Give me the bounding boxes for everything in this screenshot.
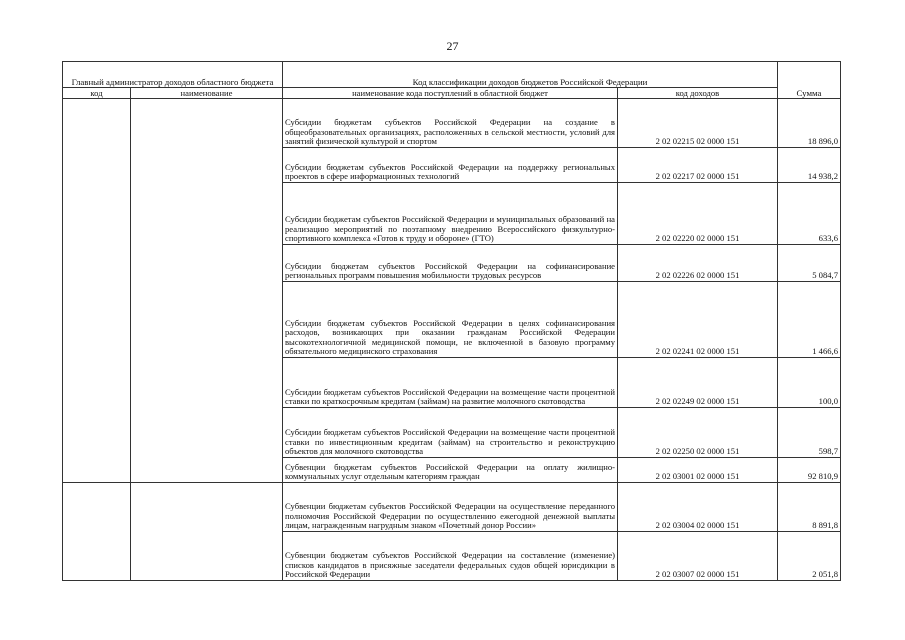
row-code: 2 02 02250 02 0000 151 [618, 408, 778, 458]
row-sum: 633,6 [778, 183, 841, 245]
row-code: 2 02 02241 02 0000 151 [618, 282, 778, 358]
row-sum: 18 896,0 [778, 99, 841, 148]
row-name: Субсидии бюджетам субъектов Российской Федерации в целях софинансирования расходов, возникающих при оказании гражданам Российской Федерации высокотехнологичной медицинской помощи, не включенной в базовую программу обязательного медицинского страхования [283, 282, 618, 358]
row-name: Субсидии бюджетам субъектов Российской Федерации на возмещение части процентной ставки по инвестиционным кредитам (займам) на строительство и реконструкцию объектов для молочного скотоводства [283, 408, 618, 458]
row-sum: 1 466,6 [778, 282, 841, 358]
header-code: код [63, 88, 131, 99]
header-receipt-name: наименование кода поступлений в областной бюджет [283, 88, 618, 99]
row-code: 2 02 02220 02 0000 151 [618, 183, 778, 245]
row-sum: 92 810,9 [778, 458, 841, 483]
header-admin: Главный администратор доходов областного бюджета [63, 62, 283, 88]
header-receipt-code: код доходов [618, 88, 778, 99]
row-sum: 100,0 [778, 358, 841, 408]
row-code: 2 02 02226 02 0000 151 [618, 245, 778, 282]
row-sum: 8 891,8 [778, 483, 841, 532]
row-code: 2 02 03001 02 0000 151 [618, 458, 778, 483]
row-sum: 5 084,7 [778, 245, 841, 282]
admin-name-cell [131, 483, 283, 581]
row-sum: 14 938,2 [778, 148, 841, 183]
row-name: Субсидии бюджетам субъектов Российской Федерации на возмещение части процентной ставки по краткосрочным кредитам (займам) на развитие молочного скотоводства [283, 358, 618, 408]
row-name: Субвенции бюджетам субъектов Российской Федерации на осуществление переданного полномочия Российской Федерации по осуществлению ежегодной денежной выплаты лицам, награжденным нагрудным знаком «Почетный донор России» [283, 483, 618, 532]
row-sum: 2 051,8 [778, 532, 841, 581]
row-name: Субсидии бюджетам субъектов Российской Федерации и муниципальных образований на реализацию мероприятий по поэтапному внедрению Всероссийского физкультурно-спортивного комплекса «Готов к труду и обороне» (ГТО) [283, 183, 618, 245]
admin-name-cell [131, 99, 283, 483]
table-row [63, 483, 841, 532]
admin-code-cell [63, 483, 131, 581]
page-number: 27 [446, 39, 459, 53]
table-row [63, 99, 841, 148]
row-name: Субсидии бюджетам субъектов Российской Федерации на создание в общеобразовательных организациях, расположенных в сельской местности, условий для занятий физической культурой и спортом [283, 99, 618, 148]
row-name: Субсидии бюджетам субъектов Российской Федерации на софинансирование региональных программ повышения мобильности трудовых ресурсов [283, 245, 618, 282]
header-name: наименование [131, 88, 283, 99]
row-name: Субсидии бюджетам субъектов Российской Федерации на поддержку региональных проектов в сфере информационных технологий [283, 148, 618, 183]
row-code: 2 02 03007 02 0000 151 [618, 532, 778, 581]
row-sum: 598,7 [778, 408, 841, 458]
header-classification: Код классификации доходов бюджетов Российской Федерации [283, 62, 778, 88]
row-name: Субвенции бюджетам субъектов Российской Федерации на составление (изменение) списков кандидатов в присяжные заседатели федеральных судов общей юрисдикции в Российской Федерации [283, 532, 618, 581]
row-name: Субвенции бюджетам субъектов Российской Федерации на оплату жилищно-коммунальных услуг отдельным категориям граждан [283, 458, 618, 483]
row-code: 2 02 03004 02 0000 151 [618, 483, 778, 532]
row-code: 2 02 02215 02 0000 151 [618, 99, 778, 148]
header-sum: Сумма [778, 62, 841, 99]
revenue-table [62, 61, 841, 581]
row-code: 2 02 02249 02 0000 151 [618, 358, 778, 408]
admin-code-cell [63, 99, 131, 483]
row-code: 2 02 02217 02 0000 151 [618, 148, 778, 183]
